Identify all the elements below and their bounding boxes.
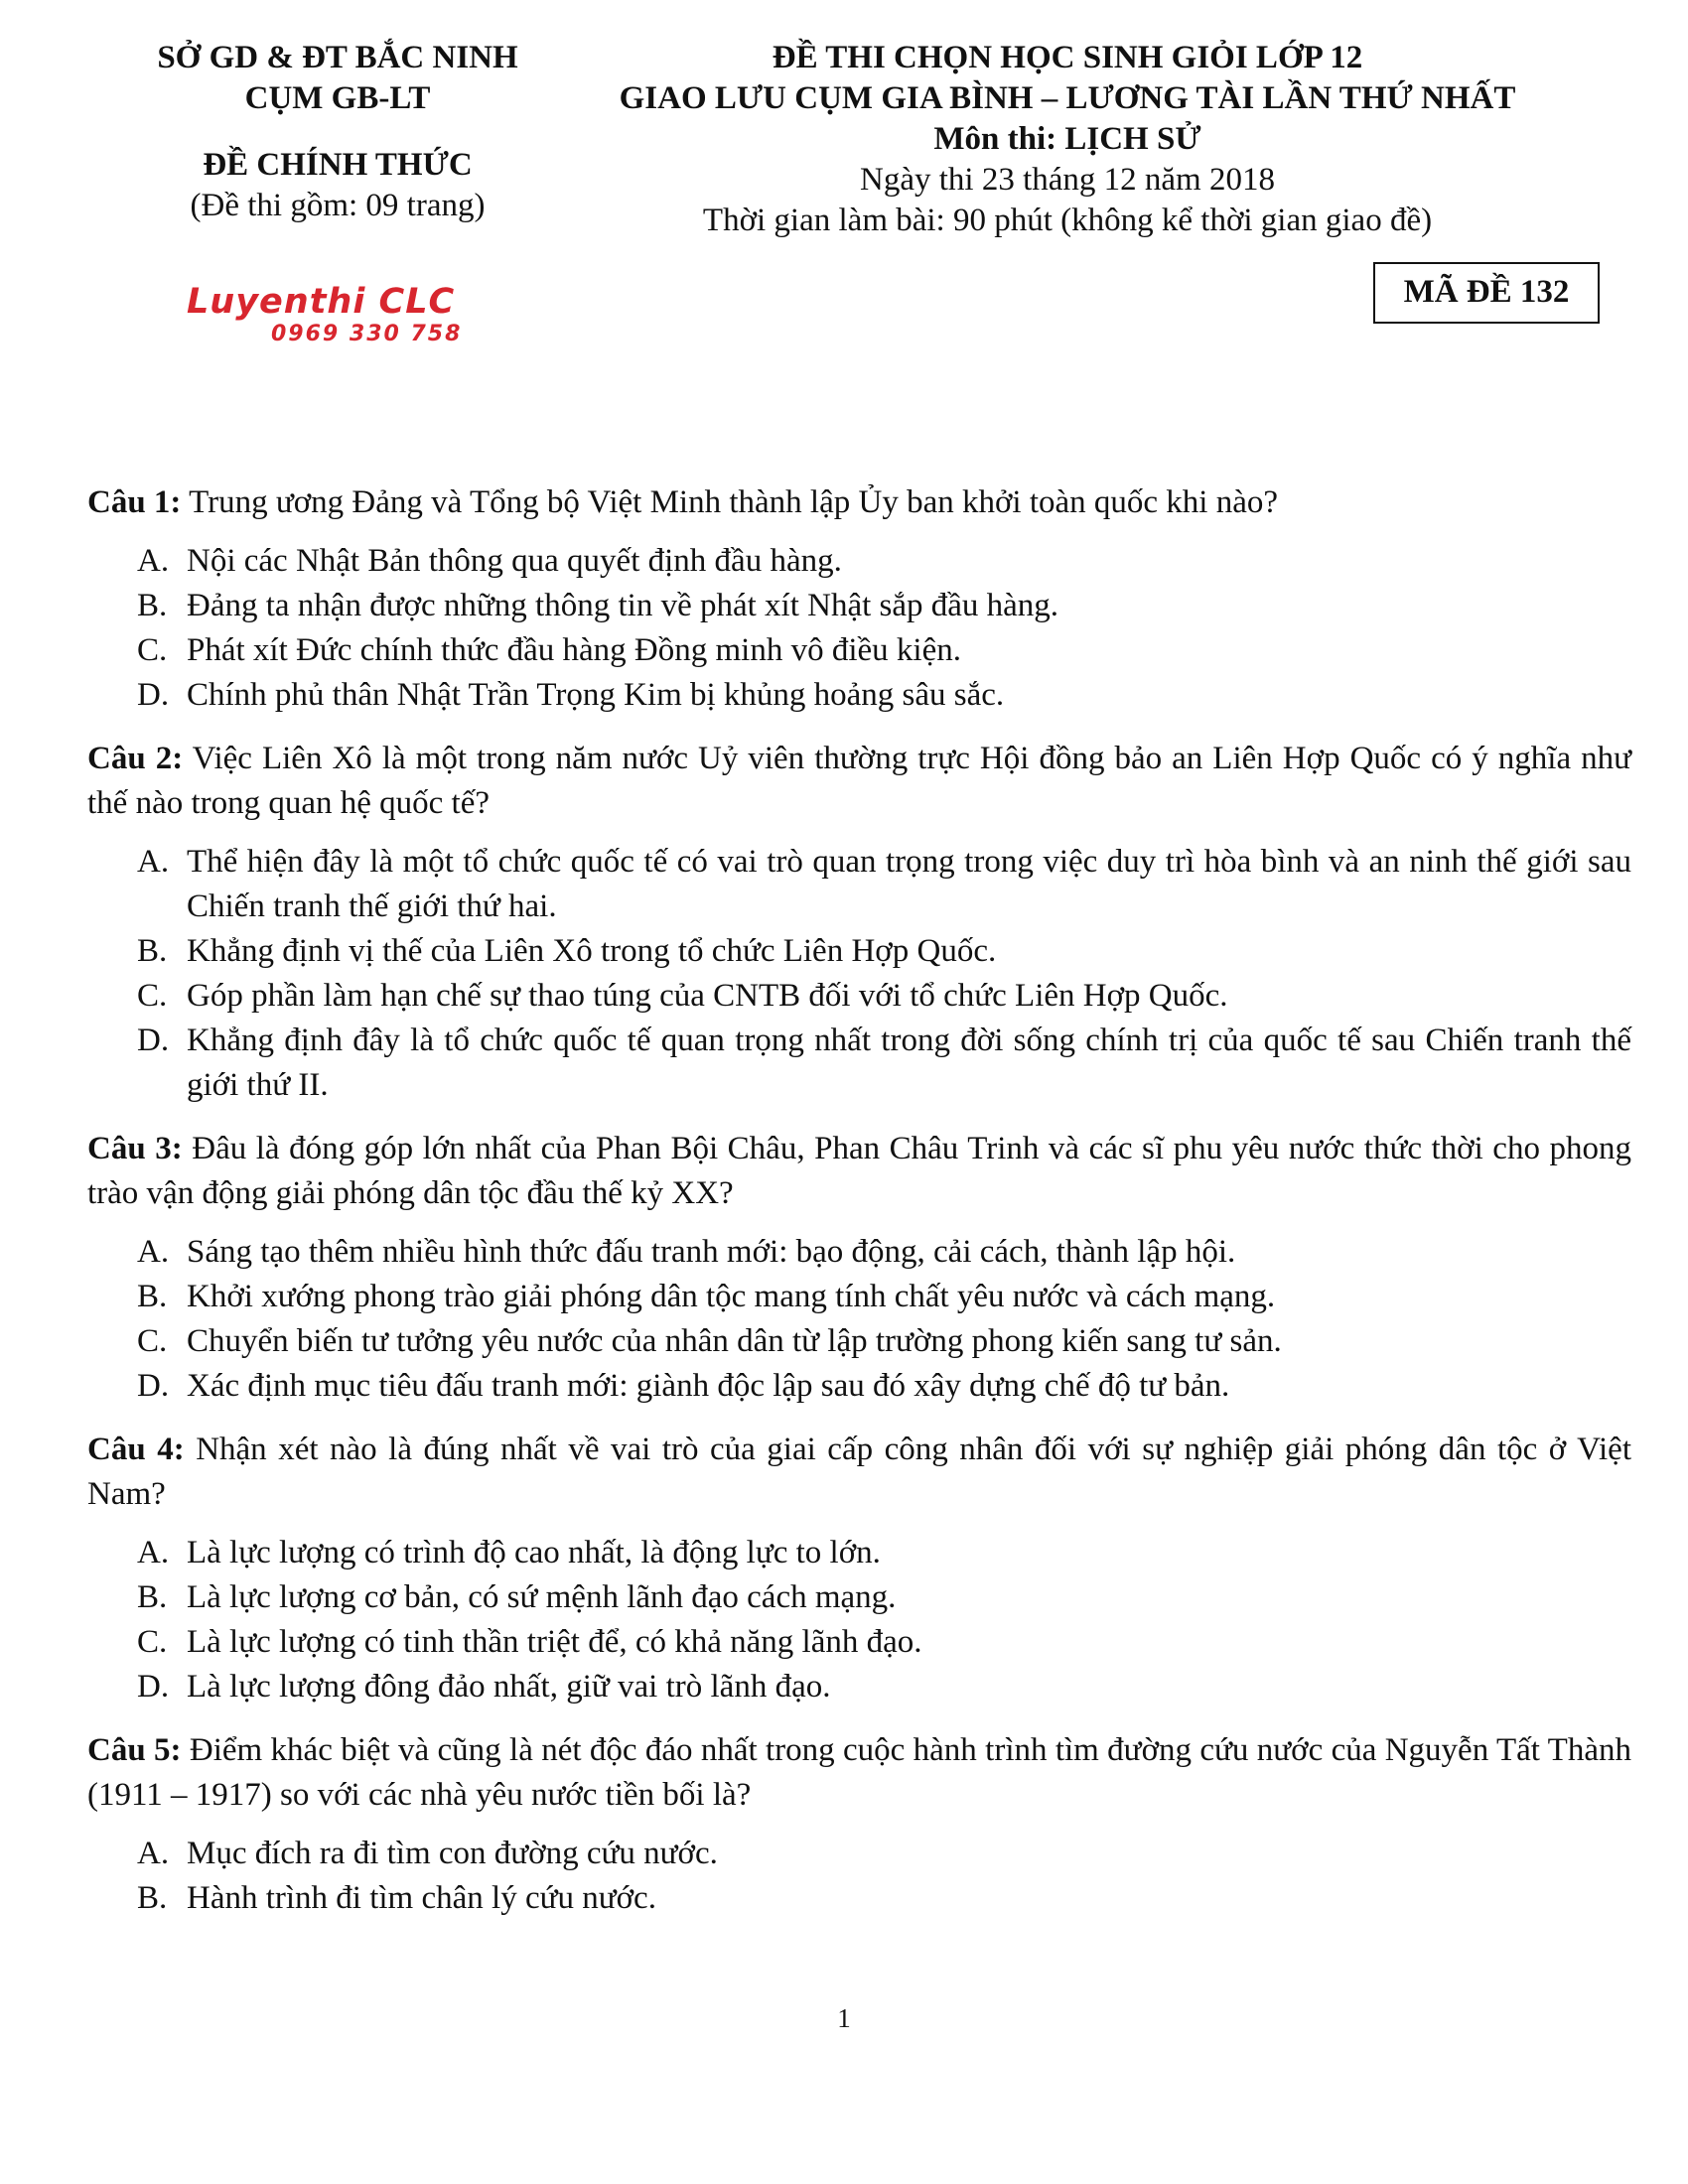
answer-option [87,1876,1631,1921]
question-text: Trung ương Đảng và Tổng bộ Việt Minh thành lập Ủy ban khởi toàn quốc khi nào? [189,484,1279,520]
header-left [129,38,546,226]
option-text: Nội các Nhật Bản thông qua quyết định đầu hàng. [187,543,842,579]
question-text: Nhận xét nào là đúng nhất về vai trò của giai cấp công nhân đối với sự nghiệp giải phóng dân tộc ở Việt Nam? [87,1432,1631,1512]
official-label: ĐỀ CHÍNH THỨC [203,147,473,183]
answer-options [87,840,1631,1108]
watermark-logo [187,282,504,347]
question-label: Câu 1: [87,484,182,520]
header-right [556,38,1579,241]
option-letter: A. [137,1535,170,1570]
answer-option [87,628,1631,673]
exam-duration: Thời gian làm bài: 90 phút (không kể thời gian giao đề) [702,203,1433,238]
option-text: Đảng ta nhận được những thông tin về phát xít Nhật sắp đầu hàng. [187,588,1059,623]
page-count: (Đề thi gồm: 09 trang) [190,188,486,223]
question-label: Câu 4: [87,1432,185,1467]
answer-options [87,1531,1631,1709]
answer-option [87,974,1631,1019]
question-stem [87,737,1631,826]
answer-options [87,1832,1631,1921]
answer-option [87,1832,1631,1876]
option-letter: B. [137,1279,168,1314]
option-letter: B. [137,1880,168,1916]
department-name: SỞ GD & ĐT BẮC NINH [157,40,518,75]
option-text: Là lực lượng có tinh thần triệt để, có khả năng lãnh đạo. [187,1624,922,1660]
exam-subtitle: GIAO LƯU CỤM GIA BÌNH – LƯƠNG TÀI LẦN THỨ NHẤT [619,80,1516,116]
option-letter: C. [137,1624,168,1660]
option-letter: C. [137,632,168,668]
option-text: Xác định mục tiêu đấu tranh mới: giành độc lập sau đó xây dựng chế độ tư bản. [187,1368,1230,1404]
option-text: Chính phủ thân Nhật Trần Trọng Kim bị khủng hoảng sâu sắc. [187,677,1005,713]
option-letter: A. [137,844,170,880]
option-text: Là lực lượng có trình độ cao nhất, là động lực to lớn. [187,1535,881,1570]
answer-option [87,1364,1631,1409]
answer-option [87,1620,1631,1665]
exam-subject: Môn thi: LỊCH SỬ [933,121,1201,157]
question-stem [87,1127,1631,1216]
logo-phone: 0969 330 758 [271,322,463,346]
answer-option [87,584,1631,628]
option-text: Khởi xướng phong trào giải phóng dân tộc mang tính chất yêu nước và cách mạng. [187,1279,1276,1314]
option-letter: B. [137,1579,168,1615]
option-letter: D. [137,1368,170,1404]
option-text: Là lực lượng cơ bản, có sứ mệnh lãnh đạo cách mạng. [187,1579,897,1615]
question-stem [87,1428,1631,1517]
question-text: Việc Liên Xô là một trong năm nước Uỷ viên thường trực Hội đồng bảo an Liên Hợp Quốc có ý nghĩa như thế nào trong quan hệ quốc tế? [87,741,1631,821]
answer-options [87,539,1631,718]
answer-option [87,1319,1631,1364]
option-letter: C. [137,1323,168,1359]
question-2 [87,737,1631,1108]
option-letter: A. [137,1234,170,1270]
option-text: Thể hiện đây là một tổ chức quốc tế có vai trò quan trọng trong việc duy trì hòa bình và an ninh thế giới sau Chiến tranh thế giới thứ hai. [187,844,1631,924]
option-letter: D. [137,1669,170,1705]
option-letter: D. [137,1023,170,1058]
question-text: Điểm khác biệt và cũng là nét độc đáo nhất trong cuộc hành trình tìm đường cứu nước của Nguyễn Tất Thành (1911 – 1917) so với các nhà yêu nước tiền bối là? [87,1732,1631,1813]
page-number: 1 [837,2003,851,2033]
answer-option [87,1531,1631,1575]
answer-options [87,1230,1631,1409]
option-letter: A. [137,543,170,579]
option-text: Chuyển biến tư tưởng yêu nước của nhân dân từ lập trường phong kiến sang tư sản. [187,1323,1282,1359]
exam-date: Ngày thi 23 tháng 12 năm 2018 [860,162,1275,198]
answer-option [87,1665,1631,1709]
option-letter: C. [137,978,168,1014]
option-text: Là lực lượng đông đảo nhất, giữ vai trò lãnh đạo. [187,1669,831,1705]
answer-option [87,539,1631,584]
option-text: Sáng tạo thêm nhiều hình thức đấu tranh mới: bạo động, cải cách, thành lập hội. [187,1234,1236,1270]
question-text: Đâu là đóng góp lớn nhất của Phan Bội Châu, Phan Châu Trinh và các sĩ phu yêu nước thức thời cho phong trào vận động giải phóng dân tộc đầu thế kỷ XX? [87,1131,1631,1211]
question-4 [87,1428,1631,1709]
answer-option [87,1230,1631,1275]
option-text: Hành trình đi tìm chân lý cứu nước. [187,1880,656,1916]
answer-option [87,929,1631,974]
question-1 [87,480,1631,718]
option-letter: D. [137,677,170,713]
question-list [87,480,1631,1940]
question-label: Câu 3: [87,1131,183,1166]
answer-option [87,1575,1631,1620]
question-label: Câu 2: [87,741,184,776]
question-stem [87,480,1631,525]
option-text: Khẳng định vị thế của Liên Xô trong tổ chức Liên Hợp Quốc. [187,933,997,969]
answer-option [87,1019,1631,1108]
question-label: Câu 5: [87,1732,182,1768]
question-5 [87,1728,1631,1921]
exam-title: ĐỀ THI CHỌN HỌC SINH GIỎI LỚP 12 [772,40,1363,75]
answer-option [87,673,1631,718]
answer-option [87,1275,1631,1319]
option-letter: B. [137,933,168,969]
question-3 [87,1127,1631,1409]
cluster-name: CỤM GB-LT [244,80,431,116]
option-text: Phát xít Đức chính thức đầu hàng Đồng minh vô điều kiện. [187,632,961,668]
answer-option [87,840,1631,929]
option-text: Mục đích ra đi tìm con đường cứu nước. [187,1836,718,1871]
option-text: Góp phần làm hạn chế sự thao túng của CNTB đối với tổ chức Liên Hợp Quốc. [187,978,1228,1014]
option-letter: A. [137,1836,170,1871]
option-text: Khẳng định đây là tổ chức quốc tế quan trọng nhất trong đời sống chính trị của quốc tế sau Chiến tranh thế giới thứ II. [187,1023,1631,1103]
exam-code-box: MÃ ĐỀ 132 [1373,262,1600,324]
option-letter: B. [137,588,168,623]
question-stem [87,1728,1631,1818]
logo-name: Luyenthi CLC [187,282,456,322]
